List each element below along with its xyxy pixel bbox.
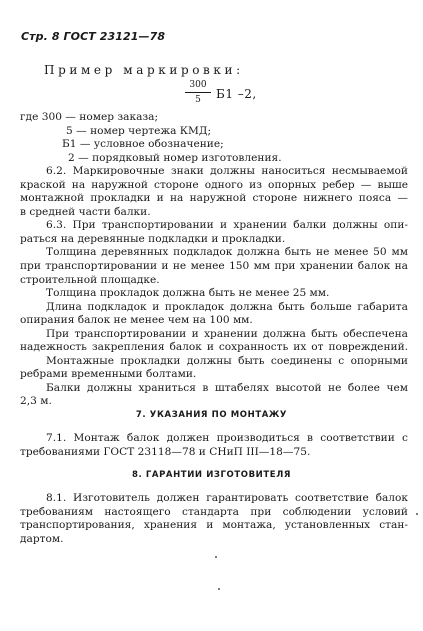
paragraph-line: 7.1. Монтаж балок должен производиться в соответствии с (46, 432, 408, 444)
paragraph-line: при транспортировании и не менее 150 мм при хранении балок на (20, 260, 408, 273)
body-text (20, 111, 408, 409)
fraction-numerator: 300 (185, 80, 211, 93)
paragraph-line: 8.1. Изготовитель должен гарантировать соответствие балок (46, 492, 408, 504)
paragraph-line: требованиям настоящего стандарта при соблюдении условий (20, 505, 408, 518)
paragraph-line: монтажной прокладки и на наружной стороне нижнего пояса — (20, 192, 408, 205)
legend-line: где 300 — номер заказа; (20, 111, 159, 123)
paragraph-line: транспортирования, хранения и монтажа, установленных стан- (20, 519, 408, 532)
legend-line: 5 — номер чертежа КМД; (66, 124, 212, 137)
section-7-title: 7. УКАЗАНИЯ ПО МОНТАЖУ (135, 410, 288, 420)
page-header: Стр. 8 ГОСТ 23121—78 (21, 30, 166, 43)
paragraph-line: Толщина прокладок должна быть не менее 25 мм. (46, 287, 330, 300)
fraction-denominator: 5 (195, 95, 201, 105)
scan-speck (416, 513, 418, 515)
paragraph-line: 6.3. При транспортировании и хранении балки должны опи- (46, 219, 408, 232)
paragraph-line: надежность закрепления балок и сохранность их от повреждений. (20, 341, 408, 354)
section-8-title: 8. ГАРАНТИИ ИЗГОТОВИТЕЛЯ (131, 470, 292, 480)
paragraph-line: краской на наружной стороне одного из опорных ребер — выше (20, 178, 408, 191)
legend-line: Б1 — условное обозначение; (62, 138, 224, 151)
scan-speck (218, 588, 220, 590)
paragraph-line: При транспортировании и хранении должна быть обеспечена (46, 327, 408, 340)
section-7-text (20, 432, 408, 459)
example-title: Пример маркировки: (44, 63, 244, 77)
paragraph-line: ребрами временными болтами. (20, 368, 197, 381)
paragraph-line: дартом. (20, 532, 64, 545)
scan-speck (215, 556, 217, 558)
paragraph-line: 6.2. Маркировочные знаки должны наноситься несмываемой (46, 165, 408, 178)
paragraph-line: в средней части балки. (20, 205, 151, 218)
paragraph-line: раться на деревянные подкладки и прокладки. (20, 232, 286, 245)
paragraph-line: Толщина деревянных подкладок должна быть не менее 50 мм (46, 246, 408, 259)
paragraph-line: 2,3 м. (20, 395, 52, 408)
paragraph-line: Монтажные прокладки должны быть соединены с опорными (46, 354, 408, 367)
paragraph-line: Балки должны храниться в штабелях высотой не более чем (46, 381, 408, 394)
marking-code: Б1 –2, (216, 87, 257, 101)
marking-fraction (185, 80, 211, 106)
paragraph-line: Длина подкладок и прокладок должна быть больше габарита (46, 300, 408, 313)
paragraph-line: требованиями ГОСТ 23118—78 и СНиП III—18—75. (20, 445, 311, 458)
section-8-text (20, 492, 408, 546)
paragraph-line: опирания балок не менее чем на 100 мм. (20, 314, 253, 327)
paragraph-line: строительной площадке. (20, 273, 160, 286)
legend-line: 2 — порядковый номер изготовления. (68, 151, 282, 164)
